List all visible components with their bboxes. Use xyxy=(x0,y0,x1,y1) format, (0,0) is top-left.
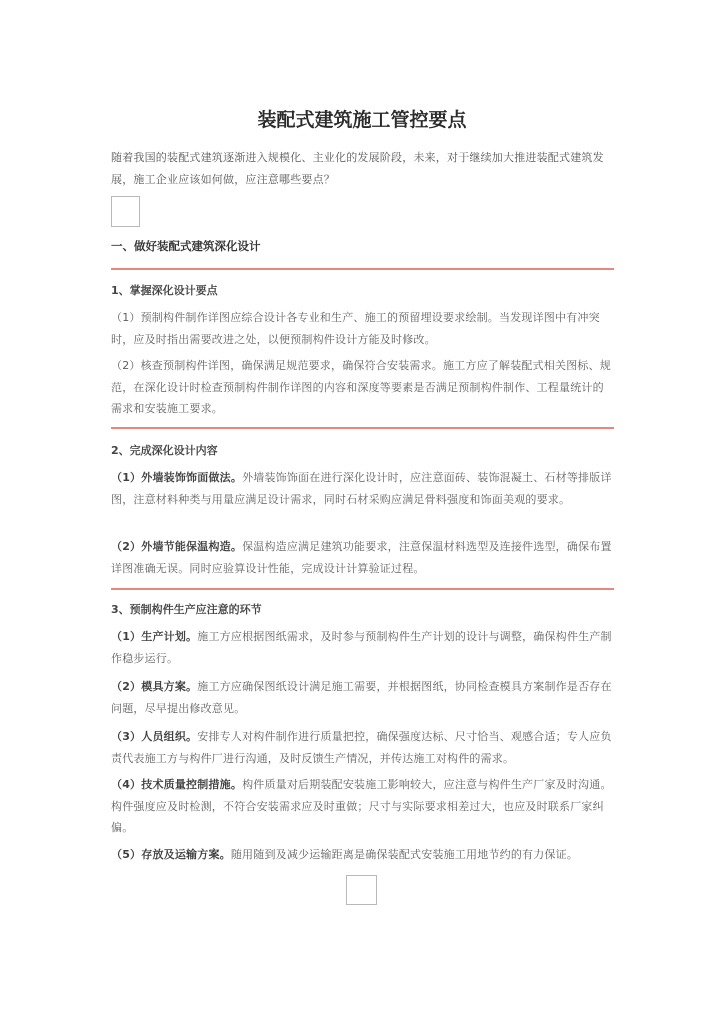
subsection-3-item-3 xyxy=(111,726,614,769)
subsection-1-paragraph-2: （2）核查预制构件详图，确保满足规范要求，确保符合安装需求。施工方应了解装配式相关图标、规范，在深化设计时检查预制构件制作详图的内容和深度等要素是否满足预制构件制作、工程量统计的需求和安装施工要求。 xyxy=(111,359,611,415)
item-lead: （2）模具方案。 xyxy=(111,680,198,693)
item-text: 随用随到及减少运输距离是确保装配式安装施工用地节约的有力保证。 xyxy=(230,848,579,861)
subsection-3-item-2 xyxy=(111,676,614,719)
item-text: 安排专人对构件制作进行质量把控，确保强度达标、尺寸恰当、观感合适；专人应负责代表施工方与构件厂进行沟通，及时反馈生产情况，并传达施工对构件的需求。 xyxy=(111,730,612,765)
subsection-2-item-2 xyxy=(111,536,614,579)
item-text: 构件质量对后期装配安装施工影响较大，应注意与构件生产厂家及时沟通。构件强度应及时检测，不符合安装需求应及时重做；尺寸与实际要求相差过大，也应及时联系厂家纠偏。 xyxy=(111,778,612,834)
item-lead: （1）外墙装饰饰面做法。 xyxy=(111,471,243,484)
item-lead: （5）存放及运输方案。 xyxy=(111,848,231,861)
subsection-2-heading: 2、完成深化设计内容 xyxy=(111,444,218,457)
section-divider-2 xyxy=(111,427,614,429)
item-lead: （3）人员组织。 xyxy=(111,730,198,743)
item-lead: （1）生产计划。 xyxy=(111,630,198,643)
item-lead: （2）外墙节能保温构造。 xyxy=(111,540,243,553)
image-placeholder-top xyxy=(111,196,140,227)
document-title: 装配式建筑施工管控要点 xyxy=(257,109,467,131)
image-placeholder-bottom xyxy=(346,875,377,905)
subsection-1-paragraph-1: （1）预制构件制作详图应综合设计各专业和生产、施工的预留埋设要求绘制。当发现详图中有冲突时，应及时指出需要改进之处，以便预制构件设计方能及时修改。 xyxy=(111,311,600,346)
subsection-3-item-5 xyxy=(111,844,614,866)
subsection-1-heading: 1、掌握深化设计要点 xyxy=(111,284,218,297)
section-1-heading: 一、做好装配式建筑深化设计 xyxy=(111,239,261,253)
subsection-2-item-1 xyxy=(111,467,614,510)
item-text: 外墙装饰饰面在进行深化设计时，应注意面砖、装饰混凝土、石材等排版详图，注意材料种类与用量应满足设计需求，同时石材采购应满足骨料强度和饰面美观的要求。 xyxy=(111,471,612,506)
subsection-3-heading: 3、预制构件生产应注意的环节 xyxy=(111,603,262,616)
intro-paragraph: 随着我国的装配式建筑逐渐进入规模化、主业化的发展阶段，未来，对于继续加大推进装配式建筑发展，施工企业应该如何做，应注意哪些要点？ xyxy=(111,151,604,186)
item-lead: （4）技术质量控制措施。 xyxy=(111,778,243,791)
item-text: 施工方应确保图纸设计满足施工需要，并根据图纸，协同检查模具方案制作是否存在问题，尽早提出修改意见。 xyxy=(111,680,612,715)
item-text: 施工方应根据图纸需求，及时参与预制构件生产计划的设计与调整，确保构件生产制作稳步运行。 xyxy=(111,630,612,665)
section-divider-3 xyxy=(111,588,614,590)
section-divider-1 xyxy=(111,268,614,270)
subsection-3-item-4 xyxy=(111,774,614,839)
item-text: 保温构造应满足建筑功能要求，注意保温材料选型及连接件选型，确保布置详图准确无误。同时应验算设计性能，完成设计计算验证过程。 xyxy=(111,540,612,575)
subsection-3-item-1 xyxy=(111,626,614,669)
